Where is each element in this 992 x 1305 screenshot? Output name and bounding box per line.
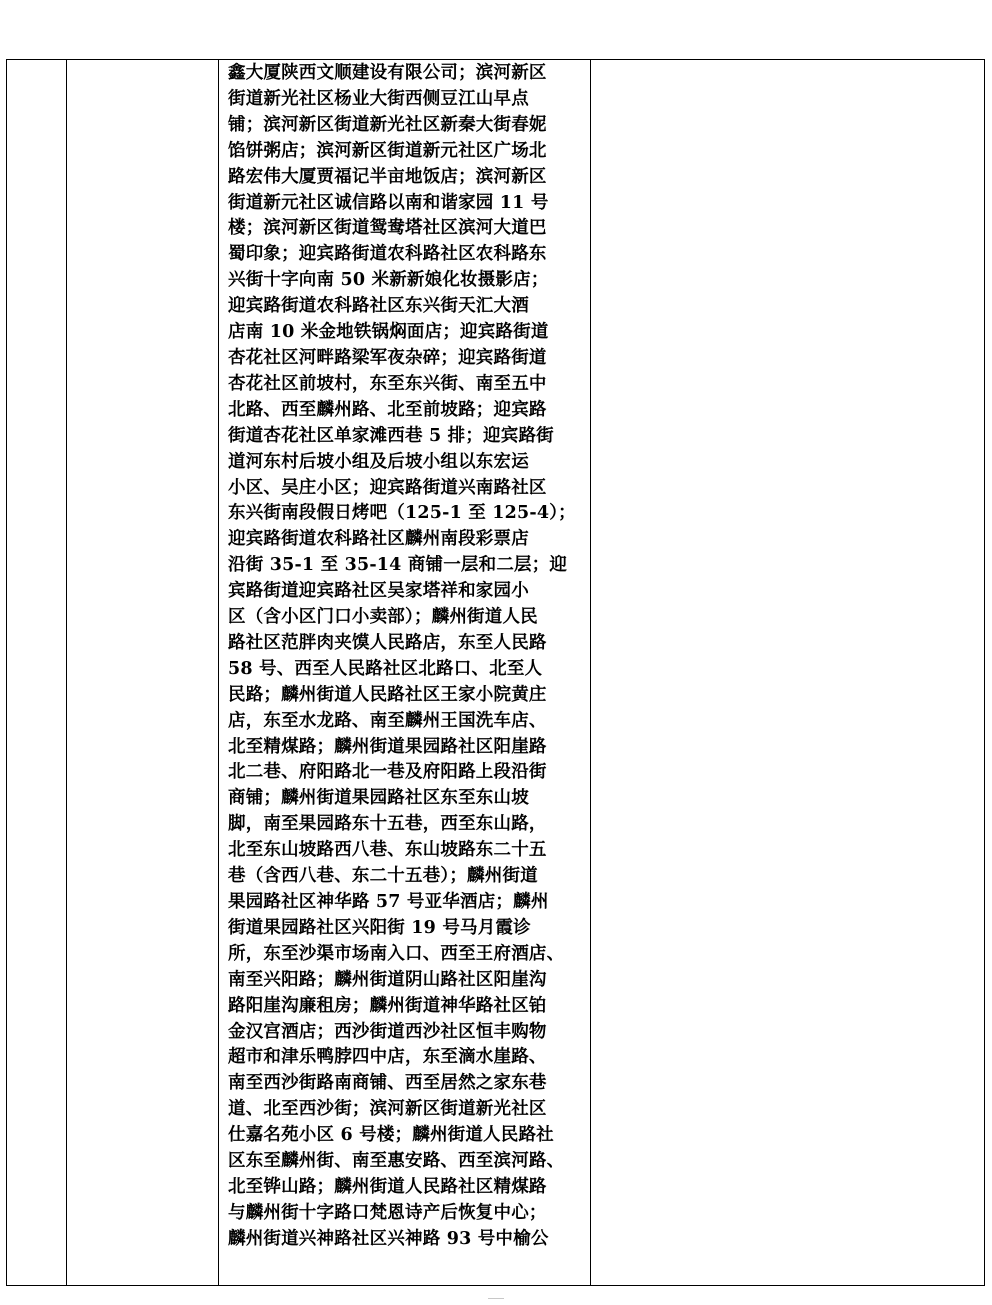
- text-line: 兴街十字向南 50 米新新娘化妆摄影店；: [228, 270, 549, 291]
- text-line: 鑫大厦陕西文顺建设有限公司；滨河新区: [228, 63, 547, 83]
- table-cell-region: [67, 60, 219, 1286]
- table-cell-area-description: [219, 60, 591, 1286]
- text-line: 迎宾路街道农科路社区东兴街天汇大酒: [228, 296, 529, 317]
- text-line: 区（含小区门口小卖部）；麟州街道人民: [228, 607, 538, 628]
- text-line: 商铺；麟州街道果园路社区东至东山坡: [228, 788, 529, 809]
- table-cell-remarks: [591, 60, 985, 1286]
- text-line: 所，东至沙渠市场南入口、西至王府酒店、: [228, 943, 565, 964]
- text-line: 仕嘉名苑小区 6 号楼；麟州街道人民路社: [228, 1125, 554, 1146]
- text-line: 沿街 35-1 至 35-14 商铺一层和二层；迎: [228, 555, 568, 576]
- text-line: 北二巷、府阳路北一巷及府阳路上段沿街: [228, 762, 547, 783]
- text-line: 路阳崖沟廉租房；麟州街道神华路社区铂: [228, 995, 547, 1016]
- table-cell-index: [7, 60, 67, 1286]
- text-line: 街道杏花社区单家滩西巷 5 排；迎宾路街: [228, 425, 554, 446]
- text-line: 铺；滨河新区街道新光社区新秦大街春妮: [228, 114, 547, 135]
- text-line: 楼；滨河新区街道鸳鸯塔社区滨河大道巴: [228, 218, 547, 239]
- text-line: 与麟州街十字路口梵恩诗产后恢复中心；: [228, 1202, 547, 1223]
- text-line: 宾路街道迎宾路社区吴家塔祥和家园小: [228, 581, 529, 602]
- text-line: 道河东村后坡小组及后坡小组以东宏运: [228, 451, 529, 472]
- area-list-table: [6, 59, 985, 1286]
- text-line: 麟州街道兴神路社区兴神路 93 号中榆公: [228, 1228, 549, 1249]
- text-line: 脚，南至果园路东十五巷，西至东山路，: [228, 814, 547, 835]
- text-line: 北至铧山路；麟州街道人民路社区精煤路: [228, 1176, 547, 1197]
- text-line: 南至兴阳路；麟州街道阴山路社区阳崖沟: [228, 969, 547, 990]
- text-line: 巷（含西八巷、东二十五巷）；麟州街道: [228, 866, 538, 887]
- text-line: 杏花社区河畔路梁军夜杂碎；迎宾路街道: [228, 347, 547, 368]
- text-line: 北至东山坡路西八巷、东山坡路东二十五: [228, 840, 547, 861]
- text-line: 超市和津乐鸭脖四中店，东至滴水崖路、: [228, 1047, 547, 1068]
- text-line: 杏花社区前坡村，东至东兴街、南至五中: [228, 373, 547, 394]
- text-line: 北至精煤路；麟州街道果园路社区阳崖路: [228, 736, 547, 757]
- text-line: 东兴街南段假日烤吧（125-1 至 125-4）；: [228, 503, 576, 524]
- text-line: 北路、西至麟州路、北至前坡路；迎宾路: [228, 399, 547, 420]
- text-line: 道、北至西沙街；滨河新区街道新光社区: [228, 1099, 547, 1120]
- text-line: 区东至麟州街、南至惠安路、西至滨河路、: [228, 1151, 565, 1172]
- text-line: 街道新光社区杨业大街西侧豆江山早点: [228, 88, 529, 109]
- text-line: 路社区范胖肉夹馍人民路店，东至人民路: [228, 632, 547, 653]
- text-line: 街道果园路社区兴阳街 19 号马月霞诊: [228, 917, 531, 938]
- text-line: 店，东至水龙路、南至麟州王国洗车店、: [228, 710, 547, 731]
- text-line: 馅饼粥店；滨河新区街道新元社区广场北: [228, 140, 547, 161]
- page-footer-mark: [488, 1298, 504, 1302]
- text-line: 路宏伟大厦贾福记半亩地饭店；滨河新区: [228, 166, 547, 187]
- area-description-text: [219, 60, 590, 1285]
- text-line: 迎宾路街道农科路社区麟州南段彩票店: [228, 529, 529, 550]
- text-line: 南至西沙街路南商铺、西至居然之家东巷: [228, 1073, 547, 1094]
- text-line: 58 号、西至人民路社区北路口、北至人: [228, 658, 543, 679]
- text-line: 金汉宫酒店；西沙街道西沙社区恒丰购物: [228, 1021, 547, 1042]
- text-line: 街道新元社区诚信路以南和谐家园 11 号: [228, 192, 549, 213]
- text-line: 果园路社区神华路 57 号亚华酒店；麟州: [228, 892, 549, 912]
- text-line: 小区、吴庄小区；迎宾路街道兴南路社区: [228, 477, 547, 498]
- table-row: [7, 60, 985, 1286]
- text-line: 民路；麟州街道人民路社区王家小院黄庄: [228, 684, 547, 705]
- text-line: 店南 10 米金地铁锅焖面店；迎宾路街道: [228, 322, 549, 343]
- text-line: 蜀印象；迎宾路街道农科路社区农科路东: [228, 244, 547, 265]
